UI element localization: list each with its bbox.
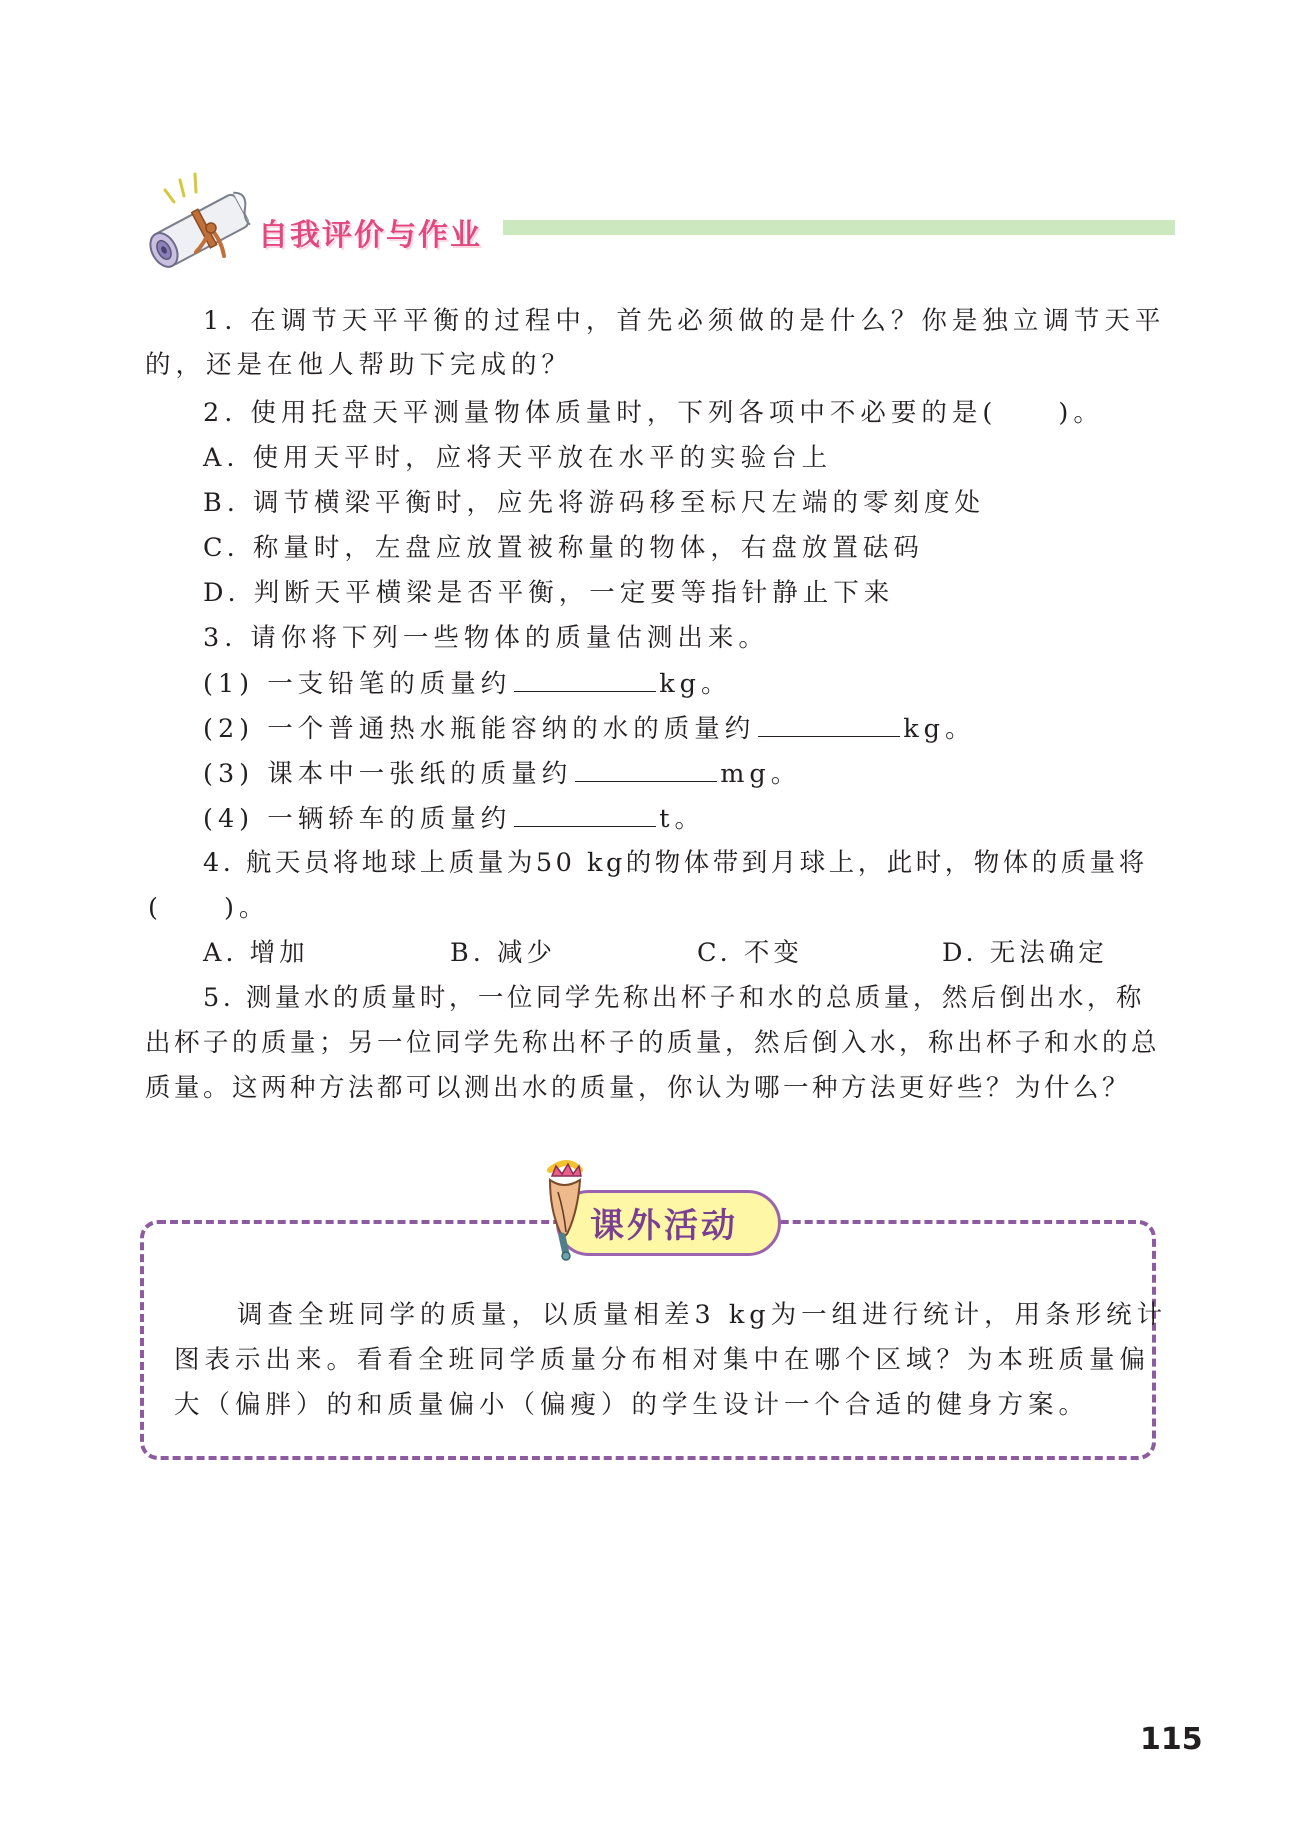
answer-blank[interactable]	[514, 800, 656, 827]
page-number: 115	[1140, 1722, 1203, 1757]
question-4-line-1: 4. 航天员将地球上质量为50 kg的物体带到月球上，此时，物体的质量将	[203, 848, 1148, 878]
question-3-item-1-text: (1) 一支铅笔的质量约	[203, 669, 512, 699]
question-4-option-c: C. 不变	[697, 938, 803, 968]
activity-text-line-1: 调查全班同学的质量，以质量相差3 kg为一组进行统计，用条形统计	[237, 1300, 1168, 1330]
question-4-option-b: B. 减少	[450, 938, 556, 968]
question-3-item-4	[203, 800, 705, 837]
question-2-option-c: C. 称量时，左盘应放置被称量的物体，右盘放置砝码	[203, 533, 924, 563]
question-5-line-1: 5. 测量水的质量时，一位同学先称出杯子和水的总质量，然后倒出水，称	[203, 983, 1145, 1013]
question-3-item-4-unit: t。	[659, 804, 705, 834]
question-2-option-a: A. 使用天平时，应将天平放在水平的实验台上	[203, 443, 833, 473]
section-header	[140, 170, 1180, 290]
question-4-option-a: A. 增加	[203, 938, 309, 968]
question-3-item-3	[203, 755, 801, 792]
question-3-item-3-unit: mg。	[720, 759, 802, 789]
question-3-item-1-unit: kg。	[659, 669, 732, 699]
question-1-line-1: 1. 在调节天平平衡的过程中，首先必须做的是什么？你是独立调节天平	[203, 306, 1166, 336]
question-3-item-2	[203, 710, 976, 747]
question-5-line-3: 质量。这两种方法都可以测出水的质量，你认为哪一种方法更好些？为什么？	[145, 1073, 1132, 1103]
question-3-item-4-text: (4) 一辆轿车的质量约	[203, 804, 512, 834]
question-2-option-d: D. 判断天平横梁是否平衡，一定要等指针静止下来	[203, 578, 895, 608]
activity-title: 课外活动	[590, 1206, 738, 1246]
bell-icon	[528, 1152, 598, 1262]
scroll-icon	[140, 170, 265, 285]
question-2-option-b: B. 调节横梁平衡时，应先将游码移至标尺左端的零刻度处	[203, 488, 985, 518]
question-3-item-1	[203, 665, 732, 702]
section-title: 自我评价与作业	[258, 218, 482, 253]
question-4-option-d: D. 无法确定	[942, 938, 1108, 968]
question-3-stem: 3. 请你将下列一些物体的质量估测出来。	[203, 623, 769, 653]
activity-text-line-2: 图表示出来。看看全班同学质量分布相对集中在哪个区域？为本班质量偏	[174, 1345, 1151, 1375]
section-divider-bar	[503, 220, 1175, 235]
answer-blank[interactable]	[575, 755, 717, 782]
question-1-line-2: 的，还是在他人帮助下完成的？	[145, 350, 573, 380]
question-4-line-2: ( )。	[148, 893, 270, 923]
activity-badge	[528, 1152, 784, 1262]
answer-blank[interactable]	[758, 710, 900, 737]
question-5-line-2: 出杯子的质量；另一位同学先称出杯子的质量，然后倒入水，称出杯子和水的总	[145, 1028, 1161, 1058]
question-3-item-2-text: (2) 一个普通热水瓶能容纳的水的质量约	[203, 714, 756, 744]
activity-text-line-3: 大（偏胖）的和质量偏小（偏瘦）的学生设计一个合适的健身方案。	[174, 1390, 1090, 1420]
answer-blank[interactable]	[514, 665, 656, 692]
question-3-item-3-text: (3) 课本中一张纸的质量约	[203, 759, 573, 789]
question-2-stem: 2. 使用托盘天平测量物体质量时，下列各项中不必要的是( )。	[203, 398, 1104, 428]
question-3-item-2-unit: kg。	[903, 714, 976, 744]
